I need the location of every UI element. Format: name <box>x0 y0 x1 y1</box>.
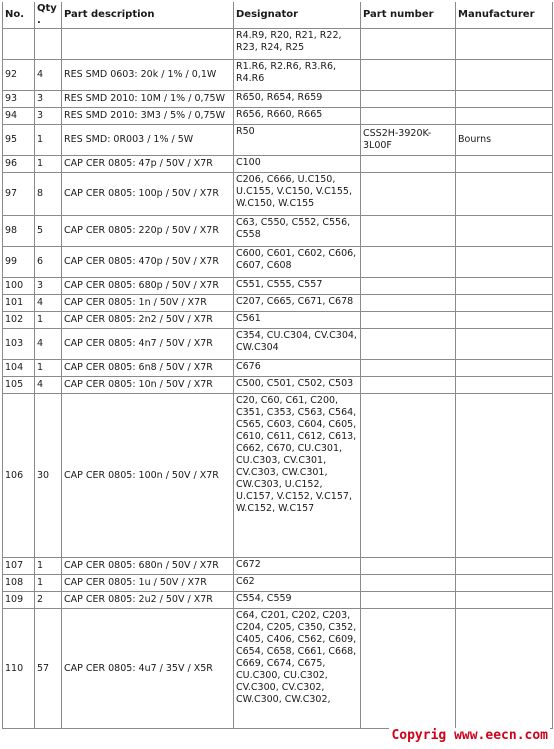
cell-designator: C64, C201, C202, C203, C204, C205, C350, C352, C405, C406, C562, C609, C654, C658, C661, C668, C669, C674, C675, CU.C300, CU.C302, CV.C300, CV.C302, CW.C300, CW.C302, <box>234 609 361 729</box>
table-row <box>3 377 553 394</box>
cell-qty: 6 <box>35 247 62 278</box>
cell-part-number: CSS2H-3920K- 3L00F <box>361 125 456 156</box>
cell-no: 103 <box>3 329 35 360</box>
cell-designator: C62 <box>234 575 361 592</box>
table-body <box>3 29 553 729</box>
cell-qty: 3 <box>35 108 62 125</box>
cell-designator: C676 <box>234 360 361 377</box>
cell-qty: 8 <box>35 173 62 216</box>
cell-part-number <box>361 108 456 125</box>
table-row <box>3 216 553 247</box>
table-row <box>3 125 553 156</box>
cell-manufacturer <box>456 108 553 125</box>
cell-part-number <box>361 592 456 609</box>
cell-qty: 1 <box>35 156 62 173</box>
cell-part-number <box>361 558 456 575</box>
cell-part-number <box>361 247 456 278</box>
cell-no: 107 <box>3 558 35 575</box>
cell-designator: R656, R660, R665 <box>234 108 361 125</box>
cell-designator: R1.R6, R2.R6, R3.R6, R4.R6 <box>234 60 361 91</box>
cell-qty: 1 <box>35 125 62 156</box>
cell-qty: 57 <box>35 609 62 729</box>
cell-manufacturer <box>456 156 553 173</box>
cell-part-description: CAP CER 0805: 4n7 / 50V / X7R <box>62 329 234 360</box>
table-row <box>3 60 553 91</box>
copyright-watermark <box>389 728 550 743</box>
cell-part-description: CAP CER 0805: 10n / 50V / X7R <box>62 377 234 394</box>
table-row <box>3 312 553 329</box>
table-row <box>3 91 553 108</box>
header-part-number: Part number <box>361 2 456 29</box>
cell-no: 108 <box>3 575 35 592</box>
cell-no: 98 <box>3 216 35 247</box>
cell-no: 100 <box>3 278 35 295</box>
cell-no <box>3 29 35 60</box>
cell-part-description: RES SMD 2010: 10M / 1% / 0,75W <box>62 91 234 108</box>
cell-part-number <box>361 377 456 394</box>
table-row <box>3 329 553 360</box>
cell-no: 97 <box>3 173 35 216</box>
cell-part-description: CAP CER 0805: 4u7 / 35V / X5R <box>62 609 234 729</box>
cell-manufacturer <box>456 278 553 295</box>
cell-manufacturer <box>456 173 553 216</box>
cell-designator: C672 <box>234 558 361 575</box>
cell-manufacturer <box>456 29 553 60</box>
header-designator: Designator <box>234 2 361 29</box>
cell-qty: 2 <box>35 592 62 609</box>
cell-part-description: CAP CER 0805: 680n / 50V / X7R <box>62 558 234 575</box>
table-row <box>3 609 553 729</box>
cell-designator: C206, C666, U.C150, U.C155, V.C150, V.C155, W.C150, W.C155 <box>234 173 361 216</box>
cell-manufacturer <box>456 91 553 108</box>
cell-part-description: CAP CER 0805: 680p / 50V / X7R <box>62 278 234 295</box>
table-row <box>3 278 553 295</box>
cell-qty: 4 <box>35 295 62 312</box>
cell-qty: 4 <box>35 60 62 91</box>
cell-part-number <box>361 60 456 91</box>
cell-no: 109 <box>3 592 35 609</box>
table-row <box>3 575 553 592</box>
cell-designator: C554, C559 <box>234 592 361 609</box>
cell-part-description <box>62 29 234 60</box>
cell-qty: 3 <box>35 91 62 108</box>
cell-part-number <box>361 29 456 60</box>
cell-manufacturer <box>456 60 553 91</box>
cell-qty: 1 <box>35 360 62 377</box>
cell-designator: C63, C550, C552, C556, C558 <box>234 216 361 247</box>
table-header-row <box>3 2 553 29</box>
cell-manufacturer <box>456 312 553 329</box>
cell-qty: 4 <box>35 377 62 394</box>
header-manufacturer: Manufacturer <box>456 2 553 29</box>
table-row <box>3 558 553 575</box>
cell-manufacturer <box>456 377 553 394</box>
cell-designator: R4.R9, R20, R21, R22, R23, R24, R25 <box>234 29 361 60</box>
table-row <box>3 295 553 312</box>
cell-part-number <box>361 295 456 312</box>
cell-manufacturer: Bourns <box>456 125 553 156</box>
table-row <box>3 360 553 377</box>
cell-qty: 1 <box>35 558 62 575</box>
cell-part-description: RES SMD: 0R003 / 1% / 5W <box>62 125 234 156</box>
cell-no: 94 <box>3 108 35 125</box>
cell-part-description: CAP CER 0805: 220p / 50V / X7R <box>62 216 234 247</box>
cell-designator: R650, R654, R659 <box>234 91 361 108</box>
cell-part-number <box>361 394 456 558</box>
cell-manufacturer <box>456 329 553 360</box>
header-no: No. <box>3 2 35 29</box>
cell-no: 96 <box>3 156 35 173</box>
cell-manufacturer <box>456 394 553 558</box>
cell-part-description: CAP CER 0805: 6n8 / 50V / X7R <box>62 360 234 377</box>
header-part-description: Part description <box>62 2 234 29</box>
cell-qty: 1 <box>35 575 62 592</box>
cell-qty: 1 <box>35 312 62 329</box>
cell-designator: C207, C665, C671, C678 <box>234 295 361 312</box>
cell-no: 105 <box>3 377 35 394</box>
cell-manufacturer <box>456 609 553 729</box>
cell-part-number <box>361 156 456 173</box>
cell-part-description: CAP CER 0805: 2u2 / 50V / X7R <box>62 592 234 609</box>
cell-qty <box>35 29 62 60</box>
cell-manufacturer <box>456 558 553 575</box>
cell-no: 102 <box>3 312 35 329</box>
cell-qty: 5 <box>35 216 62 247</box>
cell-designator: C551, C555, C557 <box>234 278 361 295</box>
table-row <box>3 156 553 173</box>
cell-no: 106 <box>3 394 35 558</box>
cell-designator: C354, CU.C304, CV.C304, CW.C304 <box>234 329 361 360</box>
cell-part-description: RES SMD 2010: 3M3 / 5% / 0,75W <box>62 108 234 125</box>
cell-no: 95 <box>3 125 35 156</box>
cell-qty: 4 <box>35 329 62 360</box>
cell-part-number <box>361 173 456 216</box>
cell-designator: C100 <box>234 156 361 173</box>
cell-designator: C500, C501, C502, C503 <box>234 377 361 394</box>
cell-part-number <box>361 360 456 377</box>
cell-part-description: CAP CER 0805: 470p / 50V / X7R <box>62 247 234 278</box>
bom-table <box>2 2 553 729</box>
cell-manufacturer <box>456 360 553 377</box>
cell-part-number <box>361 329 456 360</box>
cell-designator: C561 <box>234 312 361 329</box>
cell-manufacturer <box>456 295 553 312</box>
cell-designator: C600, C601, C602, C606, C607, C608 <box>234 247 361 278</box>
table-row <box>3 173 553 216</box>
watermark-left: Copyrig <box>391 728 447 743</box>
cell-manufacturer <box>456 592 553 609</box>
cell-part-description: CAP CER 0805: 1u / 50V / X7R <box>62 575 234 592</box>
cell-part-description: CAP CER 0805: 1n / 50V / X7R <box>62 295 234 312</box>
header-qty: Qty. <box>35 2 62 29</box>
cell-no: 93 <box>3 91 35 108</box>
table-row <box>3 247 553 278</box>
cell-part-number <box>361 609 456 729</box>
watermark-right: www.eecn.com <box>454 728 548 743</box>
cell-part-number <box>361 216 456 247</box>
table-row <box>3 29 553 60</box>
cell-part-description: CAP CER 0805: 100n / 50V / X7R <box>62 394 234 558</box>
cell-no: 101 <box>3 295 35 312</box>
cell-no: 99 <box>3 247 35 278</box>
cell-part-description: CAP CER 0805: 47p / 50V / X7R <box>62 156 234 173</box>
cell-part-number <box>361 91 456 108</box>
cell-part-number <box>361 312 456 329</box>
cell-part-number <box>361 575 456 592</box>
cell-no: 104 <box>3 360 35 377</box>
cell-no: 110 <box>3 609 35 729</box>
cell-manufacturer <box>456 216 553 247</box>
cell-part-description: CAP CER 0805: 100p / 50V / X7R <box>62 173 234 216</box>
cell-manufacturer <box>456 247 553 278</box>
cell-designator: C20, C60, C61, C200, C351, C353, C563, C564, C565, C603, C604, C605, C610, C611, C612, C613, C662, C670, CU.C301, CU.C303, CV.C301, CV.C303, CW.C301, CW.C303, U.C152, U.C157, V.C152, V.C157, W.C152, W.C157 <box>234 394 361 558</box>
cell-part-number <box>361 278 456 295</box>
table-row <box>3 592 553 609</box>
cell-designator: R50 <box>234 125 361 156</box>
cell-part-description: RES SMD 0603: 20k / 1% / 0,1W <box>62 60 234 91</box>
table-row <box>3 394 553 558</box>
cell-manufacturer <box>456 575 553 592</box>
table-row <box>3 108 553 125</box>
cell-qty: 30 <box>35 394 62 558</box>
cell-no: 92 <box>3 60 35 91</box>
cell-part-description: CAP CER 0805: 2n2 / 50V / X7R <box>62 312 234 329</box>
cell-qty: 3 <box>35 278 62 295</box>
